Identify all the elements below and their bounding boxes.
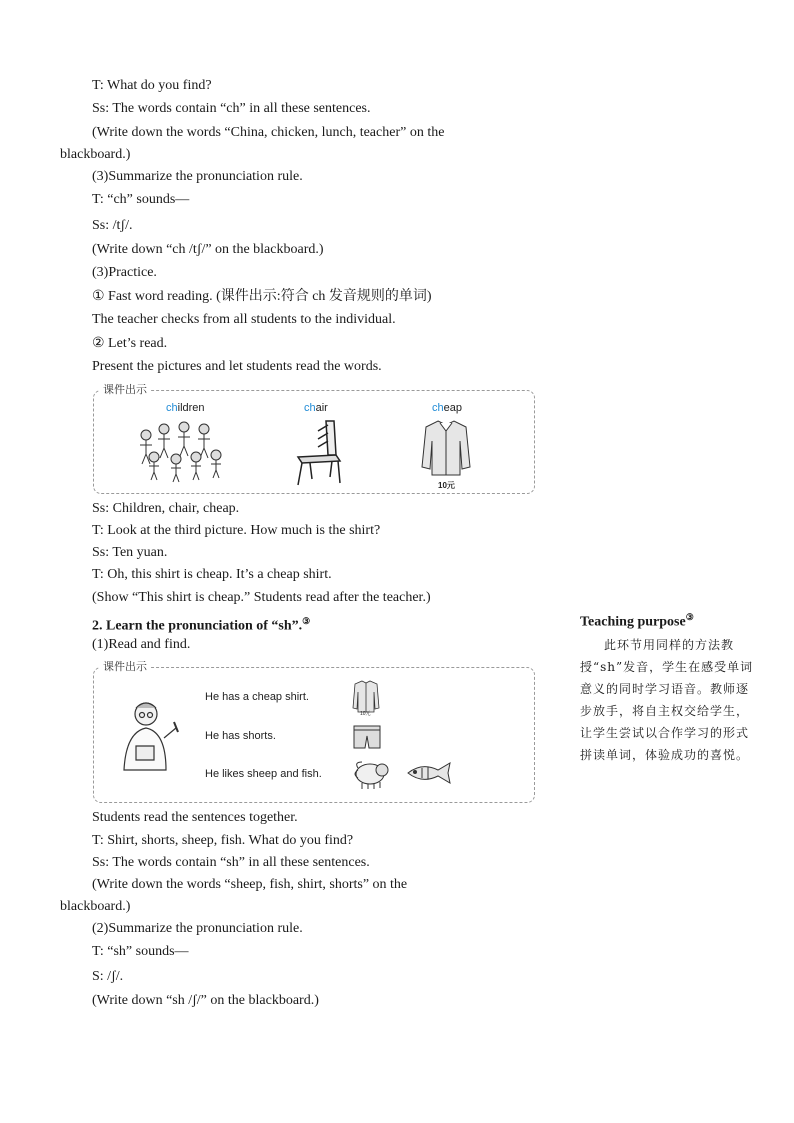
dialogue-line: T: “sh” sounds— <box>92 944 189 959</box>
instruction-line: (Show “This shirt is cheap.” Students read after the teacher.) <box>92 590 431 605</box>
fish-image <box>404 760 456 786</box>
word-chair: chair <box>304 402 328 414</box>
activity-line: ② Let’s read. <box>92 336 168 351</box>
dialogue-line: T: Oh, this shirt is cheap. It’s a cheap shirt. <box>92 567 332 582</box>
sheep-image <box>352 758 392 790</box>
instruction-line: (Write down “sh /ʃ/” on the blackboard.) <box>92 993 319 1008</box>
section-heading: 2. Learn the pronunciation of “sh”.③ <box>92 616 311 634</box>
teaching-purpose-title: Teaching purpose③ <box>580 612 694 630</box>
chair-image <box>290 419 346 487</box>
instruction-line: blackboard.) <box>60 899 131 914</box>
dialogue-line: Ss: The words contain “ch” in all these sentences. <box>92 101 371 116</box>
teacher-image <box>120 698 184 778</box>
dialogue-line: S: /ʃ/. <box>92 969 124 984</box>
dialogue-line: Ss: Children, chair, cheap. <box>92 501 240 516</box>
dialogue-line: T: Look at the third picture. How much is the shirt? <box>92 523 381 538</box>
instruction-line: (Write down the words “sheep, fish, shirt, shorts” on the <box>92 877 408 892</box>
dialogue-line: Ss: /tʃ/. <box>92 218 133 233</box>
courseware-label: 课件出示 <box>100 383 150 397</box>
step-heading: (2)Summarize the pronunciation rule. <box>92 921 303 936</box>
step-heading: (3)Summarize the pronunciation rule. <box>92 169 303 184</box>
price-tag: 10元 <box>438 481 455 490</box>
courseware-label: 课件出示 <box>100 660 150 674</box>
courseware-box-words <box>93 383 535 494</box>
instruction-line: (Write down “ch /tʃ/” on the blackboard.) <box>92 242 324 257</box>
word-children: children <box>166 402 205 414</box>
small-price-tag: 10元 <box>360 711 371 717</box>
activity-line: The teacher checks from all students to the individual. <box>92 312 396 327</box>
instruction-line: (Write down the words “China, chicken, lunch, teacher” on the <box>92 125 445 140</box>
dialogue-line: T: What do you find? <box>92 78 212 93</box>
step-heading: (3)Practice. <box>92 265 157 280</box>
word-cheap: cheap <box>432 402 462 414</box>
sentence-3: He likes sheep and fish. <box>205 768 322 780</box>
children-image <box>134 419 234 483</box>
instruction-line: blackboard.) <box>60 147 131 162</box>
step-heading: (1)Read and find. <box>92 637 191 652</box>
dialogue-line: T: Shirt, shorts, sheep, fish. What do you find? <box>92 833 354 848</box>
shorts-image <box>352 724 382 750</box>
sentence-1: He has a cheap shirt. <box>205 691 309 703</box>
sentence-2: He has shorts. <box>205 730 276 742</box>
shirt-image <box>420 419 472 481</box>
activity-line: Present the pictures and let students read the words. <box>92 359 382 374</box>
dialogue-line: Ss: Ten yuan. <box>92 545 168 560</box>
dialogue-line: Ss: The words contain “sh” in all these sentences. <box>92 855 370 870</box>
instruction-line: Students read the sentences together. <box>92 810 298 825</box>
teaching-purpose-body: 此环节用同样的方法教授“sh”发音，学生在感受单词意义的同时学习语音。教师逐步放手，将自主权交给学生，让学生尝试以合作学习的形式拼读单词，体验成功的喜悦。 <box>580 638 754 762</box>
courseware-box-sentences <box>93 660 535 803</box>
dialogue-line: T: “ch” sounds— <box>92 192 190 207</box>
activity-line: ① Fast word reading. (课件出示:符合 ch 发音规则的单词) <box>92 289 432 304</box>
